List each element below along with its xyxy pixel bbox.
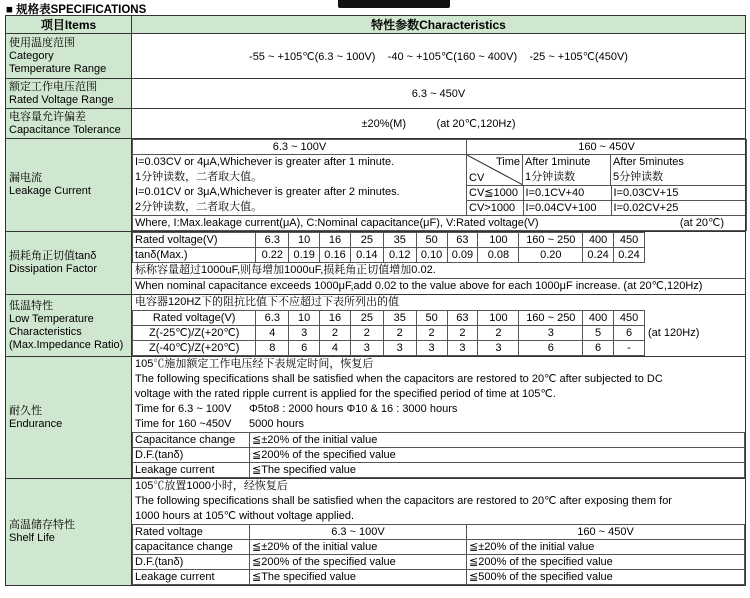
tan-v: 25 (350, 233, 383, 248)
leakage-line-2: 1分钟读数，二者取大值。 (135, 171, 263, 183)
endurance-line-1: 105℃施加额定工作电压经下表规定时间，恢复后 (135, 358, 374, 370)
lowtemp-row1 (133, 326, 645, 341)
tan-v: 100 (478, 233, 519, 248)
lt-v: 400 (583, 311, 614, 326)
lt-v: 450 (614, 311, 645, 326)
tan-label-cn: 损耗角正切值tanδ (9, 250, 97, 262)
tan-val: 0.20 (519, 248, 583, 263)
lowtemp-label-en1: Low Temperature (9, 312, 94, 325)
lt-r2: 3 (447, 341, 478, 356)
shelf-row-high: ≦500% of the specified value (467, 570, 745, 585)
lt-r2: 6 (583, 341, 614, 356)
voltage-label-cn: 额定工作电压范围 (9, 80, 97, 93)
lowtemp-content (132, 295, 746, 357)
lt-r2: 6 (289, 341, 320, 356)
tan-label (6, 232, 132, 295)
tan-val: 0.14 (350, 248, 383, 263)
endurance-time1 (132, 402, 745, 417)
cap-tol-label (6, 109, 132, 139)
leakage-range-low: 6.3 ~ 100V (133, 140, 467, 155)
shelf-line-2: The following specifications shall be satisfied when the capacitors are restored to 20℃ after exposing them for (135, 495, 672, 507)
leakage-label-cn: 漏电流 (9, 172, 42, 184)
lt-r2: 3 (478, 341, 519, 356)
temp-label-en1: Category (9, 49, 54, 62)
leakage-row2-b: I=0.02CV+25 (611, 201, 747, 216)
lowtemp-label-cn: 低温特性 (9, 299, 53, 312)
tan-val: 0.24 (614, 248, 645, 263)
tan-max-label: tanδ(Max.) (133, 248, 256, 263)
endurance-label-cn: 耐久性 (9, 404, 42, 417)
endurance-time2-label: Time for 160 ~450V (135, 418, 232, 430)
lt-r1: 2 (447, 326, 478, 341)
tan-v: 450 (614, 233, 645, 248)
temp-label-en2: Temperature Range (9, 62, 107, 75)
tan-label-en: Dissipation Factor (9, 263, 98, 275)
lt-r1: 5 (583, 326, 614, 341)
leakage-table (132, 139, 747, 231)
lt-v: 16 (320, 311, 351, 326)
tan-note-cn: 标称容量超过1000uF,则每增加1000uF,损耗角正切值增加0.02. (135, 264, 436, 276)
lt-r2: 4 (320, 341, 351, 356)
endurance-label (6, 357, 132, 479)
tan-val: 0.16 (320, 248, 351, 263)
leakage-label-en: Leakage Current (9, 185, 91, 197)
endurance-time1-label: Time for 6.3 ~ 100V (135, 403, 232, 415)
tan-note-en: When nominal capacitance exceeds 1000μF,add 0.02 to the value above for each 1000μF increase. (at 20℃,120Hz) (132, 278, 745, 294)
tan-v: 50 (416, 233, 447, 248)
shelf-row-low: ≦±20% of the initial value (250, 540, 467, 555)
shelf-line-3: 1000 hours at 105℃ without voltage applied. (135, 510, 355, 522)
tan-v: 6.3 (256, 233, 289, 248)
endurance-table (132, 432, 745, 478)
endurance-label-en: Endurance (9, 417, 63, 430)
leakage-line-4: 2分钟读数，二者取大值。 (135, 201, 263, 213)
voltage-value: 6.3 ~ 450V (132, 79, 746, 109)
shelf-row-key: Leakage current (133, 570, 250, 585)
after5-cn: 5分钟读数 (613, 171, 664, 183)
shelf-row-high: ≦200% of the specified value (467, 555, 745, 570)
lt-r1: 2 (478, 326, 519, 341)
endurance-line-3: voltage with the rated ripple current is applied for the specified period of time at 105℃. (135, 388, 556, 400)
header-items: 项目Items (6, 16, 132, 34)
tan-val: 0.08 (478, 248, 519, 263)
endurance-time2-value: 5000 hours (249, 418, 305, 430)
tan-v: 35 (383, 233, 416, 248)
lt-v: 63 (447, 311, 478, 326)
endurance-row-key: Leakage current (133, 463, 250, 478)
lt-r1: 2 (350, 326, 383, 341)
tan-val: 0.09 (447, 248, 478, 263)
shelf-label (6, 479, 132, 586)
endurance-row-value: ≦±20% of the initial value (250, 433, 745, 448)
tan-rv-label: Rated voltage(V) (133, 233, 256, 248)
shelf-row-low: ≦The specified value (250, 570, 467, 585)
shelf-row-key: capacitance change (133, 540, 250, 555)
after1-cn: 1分钟读数 (525, 171, 576, 183)
leakage-where-at: (at 20℃) (679, 217, 724, 229)
leakage-row2-cv: CV>1000 (467, 201, 523, 216)
leakage-after5-header (611, 155, 747, 186)
cap-tol-value: ±20%(M) (at 20℃,120Hz) (132, 109, 746, 139)
endurance-row-key: D.F.(tanδ) (133, 448, 250, 463)
temp-label-cn: 使用温度范围 (9, 36, 75, 49)
tan-voltage-row (133, 233, 645, 248)
leakage-subtable (467, 186, 747, 215)
leakage-formulas (133, 155, 467, 216)
shelf-row-high: ≦±20% of the initial value (467, 540, 745, 555)
lowtemp-voltage-row (133, 311, 645, 326)
shelf-table (132, 524, 745, 585)
endurance-row-value: ≦The specified value (250, 463, 745, 478)
leakage-after1-header (523, 155, 611, 186)
lt-v: 10 (289, 311, 320, 326)
tan-value-row (133, 248, 645, 263)
leakage-rows (467, 186, 747, 216)
leakage-time-cv-header (467, 155, 523, 186)
cap-tol-label-en: Capacitance Tolerance (9, 123, 121, 136)
lt-v: 100 (478, 311, 519, 326)
tan-val: 0.19 (289, 248, 320, 263)
lt-r1: 2 (416, 326, 447, 341)
endurance-time2 (132, 417, 745, 432)
leakage-where-row (133, 216, 747, 231)
lt-r1: 4 (256, 326, 289, 341)
lt-v: 50 (416, 311, 447, 326)
lt-v: 35 (383, 311, 416, 326)
leakage-row1-b: I=0.03CV+15 (611, 186, 747, 201)
lt-row2-label: Z(-40℃)/Z(+20℃) (133, 341, 256, 356)
lt-row1-label: Z(-25℃)/Z(+20℃) (133, 326, 256, 341)
lowtemp-rv-label: Rated voltage(V) (133, 311, 256, 326)
leakage-where: Where, I:Max.leakage current(μA), C:Nominal capacitance(μF), V:Rated voltage(V) (135, 217, 539, 229)
leakage-range-high: 160 ~ 450V (467, 140, 747, 155)
shelf-row-low: ≦200% of the specified value (250, 555, 467, 570)
lowtemp-top: 电容器120HZ下的阻抗比值下不应超过下表所列出的值 (135, 296, 400, 308)
tan-v: 16 (320, 233, 351, 248)
after5-en: After 5minutes (613, 156, 684, 168)
leakage-label (6, 139, 132, 232)
endurance-row-value: ≦200% of the specified value (250, 448, 745, 463)
tan-val: 0.22 (256, 248, 289, 263)
lowtemp-label (6, 295, 132, 357)
endurance-content (132, 357, 746, 479)
lt-r2: 3 (416, 341, 447, 356)
shelf-range-high: 160 ~ 450V (467, 525, 745, 540)
shelf-line-1: 105℃放置1000小时，经恢复后 (135, 480, 288, 492)
leakage-content (132, 139, 746, 232)
endurance-row-key: Capacitance change (133, 433, 250, 448)
tan-val: 0.10 (416, 248, 447, 263)
lt-r2: 8 (256, 341, 289, 356)
cap-tol-label-cn: 电容量允许偏差 (9, 110, 86, 123)
lt-r2: 3 (383, 341, 416, 356)
lt-v: 160 ~ 250 (519, 311, 583, 326)
header-characteristics: 特性参数Characteristics (132, 16, 746, 34)
lowtemp-row2 (133, 341, 645, 356)
shelf-content (132, 479, 746, 586)
lt-r1: 3 (289, 326, 320, 341)
tan-table (132, 232, 645, 263)
voltage-label (6, 79, 132, 109)
lt-r2: 3 (350, 341, 383, 356)
leakage-time-label: Time (495, 156, 520, 168)
after1-en: After 1minute (525, 156, 591, 168)
tan-val: 0.24 (583, 248, 614, 263)
lt-r2: - (614, 341, 645, 356)
leakage-line-1: I=0.03CV or 4μA,Whichever is greater after 1 minute. (135, 156, 395, 168)
lowtemp-at: (at 120Hz) (648, 327, 700, 339)
shelf-rv-label: Rated voltage (133, 525, 250, 540)
leakage-row1-cv: CV≦1000 (467, 186, 523, 201)
shelf-label-cn: 高温储存特性 (9, 519, 75, 531)
lt-v: 6.3 (256, 311, 289, 326)
shelf-label-en: Shelf Life (9, 532, 55, 544)
tan-v: 160 ~ 250 (519, 233, 583, 248)
leakage-cv-label: CV (469, 172, 485, 184)
voltage-label-en: Rated Voltage Range (9, 93, 114, 106)
lowtemp-table (132, 310, 645, 356)
lt-r1: 2 (383, 326, 416, 341)
shelf-range-low: 6.3 ~ 100V (250, 525, 467, 540)
lowtemp-label-en2: Characteristics (9, 325, 82, 338)
header-banner-decoration (338, 0, 450, 8)
temp-value: -55 ~ +105℃(6.3 ~ 100V) -40 ~ +105℃(160 ~ 400V) -25 ~ +105℃(450V) (132, 34, 746, 79)
spec-table (5, 15, 746, 586)
shelf-row-key: D.F.(tanδ) (133, 555, 250, 570)
tan-v: 400 (583, 233, 614, 248)
lt-r1: 6 (614, 326, 645, 341)
tan-val: 0.12 (383, 248, 416, 263)
lt-r1: 3 (519, 326, 583, 341)
leakage-line-3: I=0.01CV or 3μA,Whichever is greater after 2 minutes. (135, 186, 400, 198)
tan-content (132, 232, 746, 295)
lt-r2: 6 (519, 341, 583, 356)
lt-r1: 2 (320, 326, 351, 341)
page-title: ■ 规格表SPECIFICATIONS (6, 4, 147, 16)
endurance-line-2: The following specifications shall be satisfied when the capacitors are restored to 20℃ after subjected to DC (135, 373, 663, 385)
leakage-row1-a: I=0.1CV+40 (523, 186, 611, 201)
tan-v: 63 (447, 233, 478, 248)
temp-label (6, 34, 132, 79)
lowtemp-label-en3: (Max.Impedance Ratio) (9, 338, 124, 351)
leakage-row2-a: I=0.04CV+100 (523, 201, 611, 216)
tan-v: 10 (289, 233, 320, 248)
endurance-time1-value: Φ5to8 : 2000 hours Φ10 & 16 : 3000 hours (249, 403, 458, 415)
lt-v: 25 (350, 311, 383, 326)
